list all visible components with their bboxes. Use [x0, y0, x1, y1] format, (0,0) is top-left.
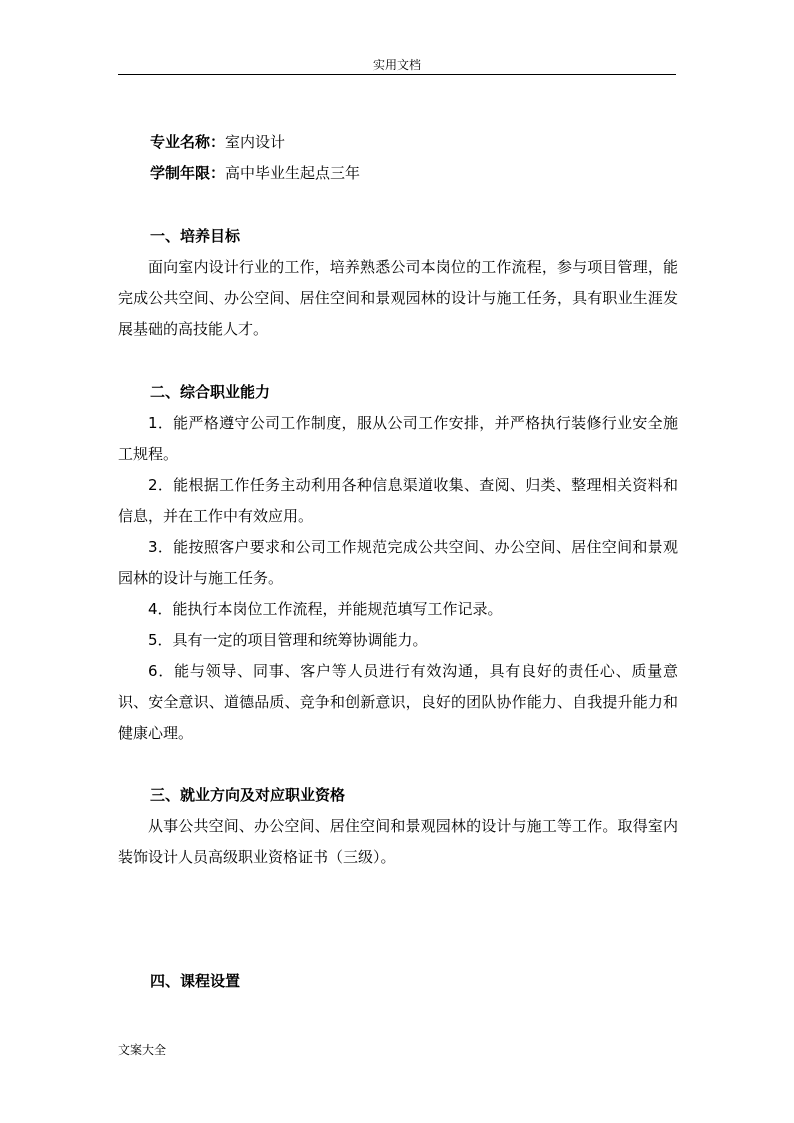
ability-item-6: 6．能与领导、同事、客户等人员进行有效沟通，具有良好的责任心、质量意识、安全意识、道德品质、竞争和创新意识，良好的团队协作能力、自我提升能力和健康心理。 [118, 662, 678, 742]
ability-item-5: 5．具有一定的项目管理和统筹协调能力。 [148, 631, 428, 649]
section-title-training-goal: 一、培养目标 [150, 227, 241, 245]
major-name-label: 专业名称： [150, 133, 226, 151]
section-title-abilities: 二、综合职业能力 [150, 383, 271, 401]
page-footer-text: 文案大全 [118, 1043, 167, 1057]
ability-item-1: 1．能严格遵守公司工作制度，服从公司工作安排，并严格执行装修行业安全施工规程。 [118, 414, 678, 463]
ability-item-2: 2．能根据工作任务主动利用各种信息渠道收集、查阅、归类、整理相关资料和信息，并在工作中有效应用。 [118, 476, 678, 525]
study-duration-value: 高中毕业生起点三年 [225, 164, 361, 182]
ability-item-3: 3．能按照客户要求和公司工作规范完成公共空间、办公空间、居住空间和景观园林的设计与施工任务。 [118, 538, 678, 587]
page-header [118, 56, 676, 75]
page-footer [118, 1041, 166, 1059]
major-name-line [118, 127, 678, 158]
section-title-employment: 三、就业方向及对应职业资格 [150, 786, 346, 804]
ability-item-4: 4．能执行本岗位工作流程，并能规范填写工作记录。 [148, 600, 503, 618]
study-duration-label: 学制年限： [150, 164, 226, 182]
employment-paragraph: 从事公共空间、办公空间、居住空间和景观园林的设计与施工等工作。取得室内装饰设计人员高级职业资格证书（三级）。 [118, 817, 678, 866]
major-name-value: 室内设计 [225, 133, 286, 151]
section-title-courses: 四、课程设置 [150, 972, 241, 990]
page-header-text: 实用文档 [372, 58, 421, 72]
document-body [118, 127, 678, 997]
training-goal-paragraph: 面向室内设计行业的工作，培养熟悉公司本岗位的工作流程，参与项目管理，能完成公共空间、办公空间、居住空间和景观园林的设计与施工任务，具有职业生涯发展基础的高技能人才。 [118, 258, 678, 338]
study-duration-line [118, 158, 678, 189]
